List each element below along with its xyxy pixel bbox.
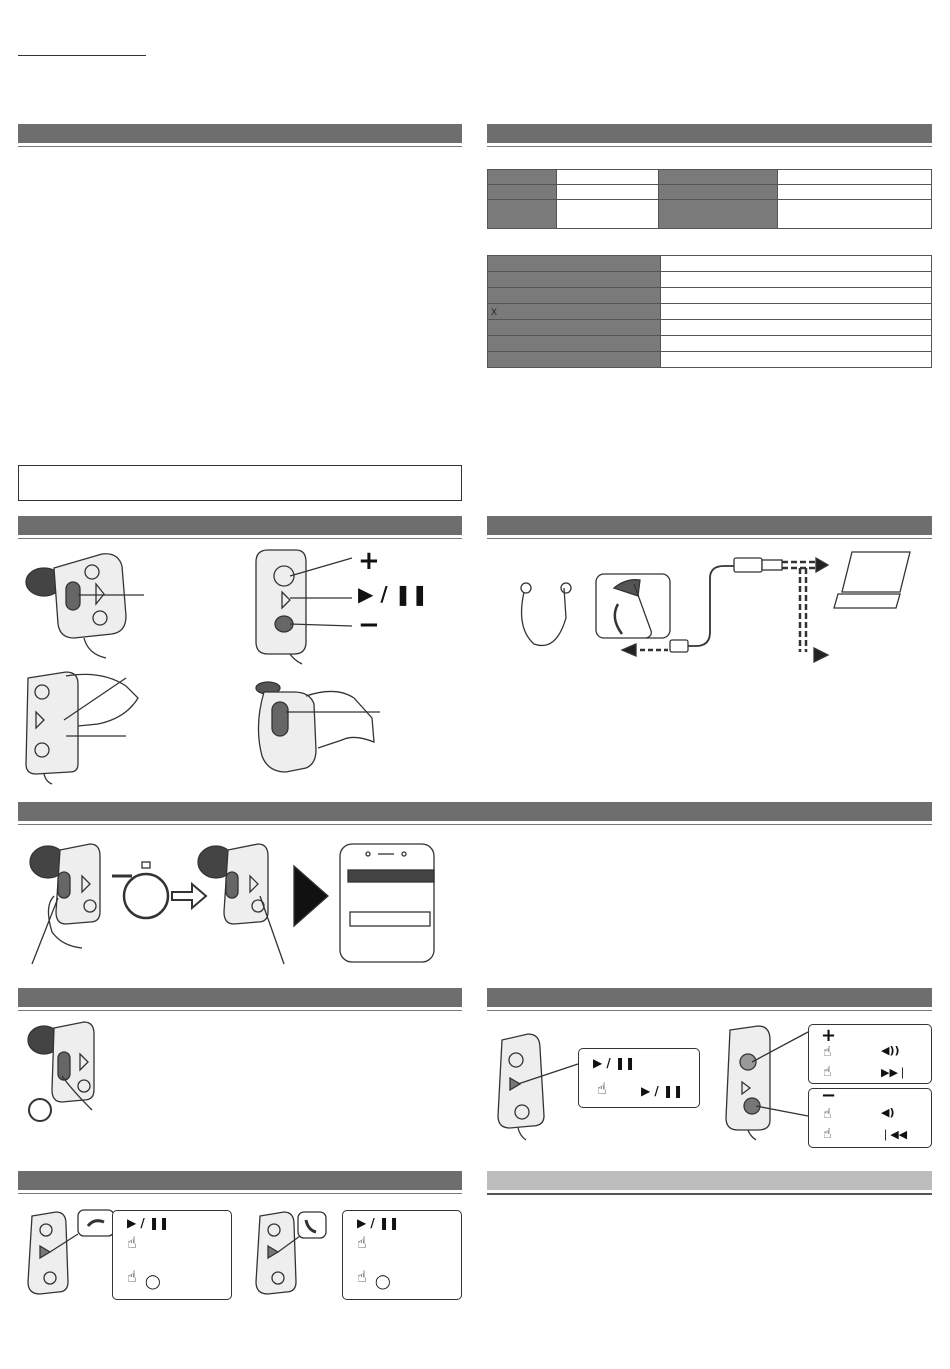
finger-press-icon: ☝ <box>823 1044 832 1060</box>
finger-press-icon: ☝ <box>357 1233 367 1252</box>
volume-up-icon: ◀)) <box>881 1044 900 1057</box>
earbud-hook-illustration <box>246 676 386 776</box>
next-track-icon: ▶▶❘ <box>881 1066 908 1079</box>
table-row <box>488 200 932 229</box>
earbud-side-illustration <box>22 664 162 784</box>
play-pause-symbol: ▶ / ❚❚ <box>357 1216 400 1230</box>
table-cell <box>661 256 932 272</box>
table-row <box>488 185 932 200</box>
table-cell <box>557 185 659 200</box>
section-bar-top-left <box>18 124 462 143</box>
plus-symbol: + <box>358 546 380 576</box>
remote-controls-illustration <box>246 548 446 664</box>
call-end-bubble <box>112 1210 232 1300</box>
power-illustration <box>22 1020 132 1130</box>
remote-volume-illustration <box>718 1020 808 1140</box>
section-bar-other <box>487 1171 932 1190</box>
table-cell <box>488 352 661 368</box>
play-pause-symbol: ▶ / ❚❚ <box>127 1216 170 1230</box>
table-cell <box>661 336 932 352</box>
play-pause-bubble <box>578 1048 700 1108</box>
finger-hold-icon: ☝ <box>823 1064 832 1080</box>
divider <box>487 538 932 539</box>
table-row <box>488 256 932 272</box>
play-pause-symbol: ▶ / ❚❚ <box>641 1084 684 1098</box>
table-cell <box>557 170 659 185</box>
divider <box>18 146 462 147</box>
section-bar-parts <box>18 516 462 535</box>
pairing-illustration <box>22 836 442 966</box>
divider <box>18 1010 462 1011</box>
divider <box>487 146 932 147</box>
table-cell <box>661 272 932 288</box>
table-cell: X <box>488 304 661 320</box>
divider <box>18 824 932 825</box>
note-box <box>18 465 462 501</box>
section-bar-music <box>487 988 932 1007</box>
prev-track-icon: ❘◀◀ <box>881 1128 908 1141</box>
finger-press-icon: ☝ <box>597 1079 607 1098</box>
minus-symbol: − <box>358 610 380 640</box>
table-cell <box>488 256 661 272</box>
finger-hold-icon: ☝ <box>823 1126 832 1142</box>
table-cell <box>661 288 932 304</box>
spec-table-b <box>487 255 932 368</box>
finger-press-icon: ☝ <box>823 1106 832 1122</box>
table-cell <box>659 200 778 229</box>
table-cell <box>661 352 932 368</box>
play-pause-symbol: ▶ / ❚❚ <box>593 1056 636 1070</box>
table-row <box>488 304 932 320</box>
section-bar-calls <box>18 1171 462 1190</box>
finger-hold-icon: ☝ <box>357 1267 367 1286</box>
title-underline <box>18 55 146 56</box>
remote-call-end-illustration <box>22 1208 118 1300</box>
table-cell <box>488 336 661 352</box>
table-cell <box>557 200 659 229</box>
divider <box>487 1193 932 1195</box>
finger-hold-icon: ☝ <box>127 1267 137 1286</box>
volume-down-icon: ◀) <box>881 1106 895 1119</box>
section-bar-power <box>18 988 462 1007</box>
table-row <box>488 288 932 304</box>
minus-symbol: − <box>821 1085 837 1106</box>
table-cell <box>659 185 778 200</box>
section-bar-top-right <box>487 124 932 143</box>
table-cell <box>778 185 932 200</box>
table-cell <box>488 170 557 185</box>
volume-down-bubble <box>808 1085 932 1148</box>
table-row <box>488 352 932 368</box>
laptop-icon <box>834 550 914 612</box>
table-row <box>488 170 932 185</box>
play-pause-symbol: ▶ / ❚❚ <box>358 582 429 606</box>
table-cell <box>488 288 661 304</box>
table-cell <box>488 185 557 200</box>
table-row <box>488 336 932 352</box>
finger-press-icon: ☝ <box>127 1233 137 1252</box>
divider <box>18 538 462 539</box>
table-row <box>488 320 932 336</box>
table-cell <box>661 304 932 320</box>
earbud-illustration <box>22 546 162 656</box>
table-cell <box>659 170 778 185</box>
table-row <box>488 272 932 288</box>
section-bar-pairing <box>18 802 932 821</box>
remote-music-illustration <box>488 1020 568 1140</box>
divider <box>18 1193 462 1194</box>
section-bar-charging <box>487 516 932 535</box>
table-cell <box>778 200 932 229</box>
call-answer-bubble <box>342 1210 462 1300</box>
table-cell <box>488 320 661 336</box>
stopwatch-icon: ◯ <box>375 1274 391 1290</box>
table-cell <box>778 170 932 185</box>
stopwatch-icon: ◯ <box>145 1274 161 1290</box>
table-cell <box>661 320 932 336</box>
plus-symbol: + <box>821 1025 837 1046</box>
remote-call-incoming-illustration <box>250 1208 346 1300</box>
table-cell <box>488 200 557 229</box>
table-cell <box>488 272 661 288</box>
volume-up-bubble <box>808 1024 932 1084</box>
divider <box>487 1010 932 1011</box>
spec-table-a <box>487 169 932 229</box>
